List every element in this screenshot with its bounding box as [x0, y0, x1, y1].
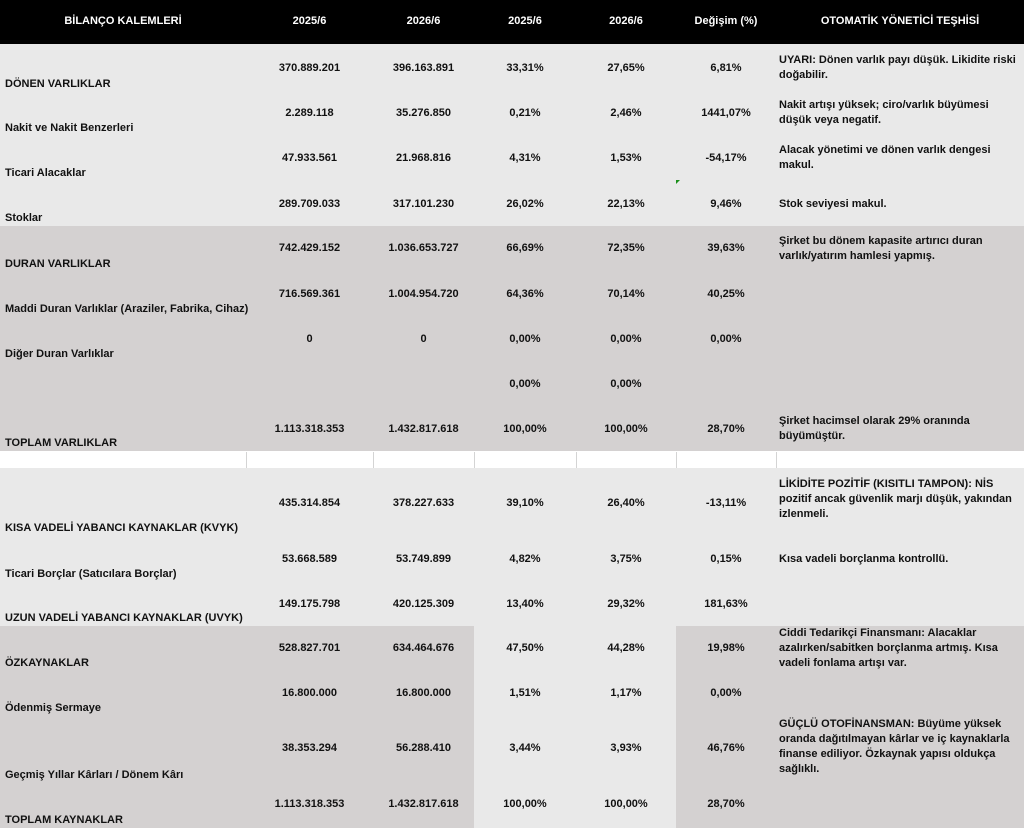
change-pct: 28,70% [707, 423, 745, 435]
value-2026: 378.227.633 [392, 497, 455, 509]
pct-2025: 1,51% [509, 687, 541, 699]
change-pct: 40,25% [707, 288, 745, 300]
value-2025: 0 [306, 333, 313, 345]
pct-2025: 26,02% [506, 198, 544, 210]
pct-2026: 44,28% [607, 642, 645, 654]
change-pct: 19,98% [707, 642, 745, 654]
value-2025: 289.709.033 [278, 198, 341, 210]
value-2026: 1.004.954.720 [388, 288, 459, 300]
value-2026: 420.125.309 [392, 598, 455, 610]
diagnosis-note: Kısa vadeli borçlanma kontrollü. [779, 553, 949, 565]
diagnosis-note: Stok seviyesi makul. [779, 198, 887, 210]
pct-2025: 33,31% [506, 62, 544, 74]
row-label: TOPLAM VARLIKLAR [5, 437, 118, 449]
row-label: Diğer Duran Varlıklar [5, 348, 114, 360]
diagnosis-note: GÜÇLÜ OTOFİNANSMAN: Büyüme yüksek oranda dağıtılmayan kârlar ve iç kaynaklarla finanse ediliyor. Özkaynak yapısı oldukça sağlıklı. [779, 718, 1010, 775]
value-2026: 1.432.817.618 [388, 423, 459, 435]
pct-2025: 4,31% [509, 152, 541, 164]
change-pct: 0,15% [710, 553, 742, 565]
pct-2026: 1,53% [610, 152, 642, 164]
value-2026: 56.288.410 [395, 742, 452, 754]
pct-2025: 100,00% [503, 798, 547, 810]
pct-2025: 47,50% [506, 642, 544, 654]
pct-2025: 3,44% [509, 742, 541, 754]
pct-2026: 70,14% [607, 288, 645, 300]
value-2025: 716.569.361 [278, 288, 341, 300]
pct-2025: 0,00% [509, 378, 541, 390]
value-2025: 1.113.318.353 [274, 798, 345, 810]
row-label: Ticari Borçlar (Satıcılara Borçlar) [5, 568, 177, 580]
row-label: Maddi Duran Varlıklar (Araziler, Fabrika, Cihaz) [5, 303, 249, 315]
row-label: Nakit ve Nakit Benzerleri [5, 122, 134, 134]
diagnosis-note: Şirket hacimsel olarak 29% oranında büyümüştür. [779, 415, 970, 442]
header-2026-pct: 2026/6 [609, 15, 643, 27]
row-label: ÖZKAYNAKLAR [5, 657, 89, 669]
value-2025: 435.314.854 [278, 497, 341, 509]
header-2026: 2026/6 [406, 15, 441, 27]
value-2025: 1.113.318.353 [274, 423, 345, 435]
pct-2026: 3,93% [610, 742, 642, 754]
pct-2026: 29,32% [607, 598, 645, 610]
value-2025: 16.800.000 [281, 687, 338, 699]
value-2026: 396.163.891 [392, 62, 455, 74]
header-item: BİLANÇO KALEMLERİ [64, 15, 182, 27]
pct-2026: 72,35% [607, 242, 645, 254]
value-2026: 634.464.676 [392, 642, 455, 654]
pct-2025: 13,40% [506, 598, 544, 610]
header-2025-pct: 2025/6 [508, 15, 542, 27]
change-pct: -13,11% [705, 497, 747, 509]
pct-2025: 64,36% [506, 288, 544, 300]
pct-2026: 26,40% [607, 497, 645, 509]
value-2025: 528.827.701 [278, 642, 341, 654]
table-header [0, 0, 1024, 44]
value-2026: 0 [420, 333, 427, 345]
value-2026: 317.101.230 [392, 198, 455, 210]
value-2025: 2.289.118 [285, 107, 334, 119]
pct-2026: 100,00% [604, 423, 648, 435]
change-pct: 181,63% [704, 598, 748, 610]
pct-2026: 3,75% [610, 553, 642, 565]
pct-2026: 22,13% [607, 198, 645, 210]
pct-2025: 0,21% [509, 107, 541, 119]
row-label: Ödenmiş Sermaye [5, 702, 101, 714]
pct-2026: 0,00% [610, 333, 642, 345]
header-diagnosis: OTOMATİK YÖNETİCİ TEŞHİSİ [820, 15, 980, 27]
row-label: UZUN VADELİ YABANCI KAYNAKLAR (UVYK) [5, 612, 243, 624]
diagnosis-note: Nakit artışı yüksek; ciro/varlık büyümesi düşük veya negatif. [779, 99, 989, 126]
row-label: Geçmiş Yıllar Kârları / Dönem Kârı [5, 769, 184, 781]
value-2026: 1.036.653.727 [388, 242, 459, 254]
value-2025: 38.353.294 [281, 742, 338, 754]
diagnosis-note: Şirket bu dönem kapasite artırıcı duran varlık/yatırım hamlesi yapmış. [779, 235, 983, 262]
pct-2026: 2,46% [610, 107, 642, 119]
header-2025: 2025/6 [292, 15, 327, 27]
row-label: Stoklar [5, 212, 43, 224]
change-pct: 9,46% [710, 198, 742, 210]
diagnosis-note: Alacak yönetimi ve dönen varlık dengesi makul. [779, 144, 991, 171]
pct-2026: 1,17% [610, 687, 642, 699]
change-pct: 39,63% [707, 242, 745, 254]
diagnosis-note: UYARI: Dönen varlık payı düşük. Likidite riski doğabilir. [779, 54, 1016, 81]
change-pct: 0,00% [710, 333, 742, 345]
change-pct: 46,76% [707, 742, 745, 754]
row-label: DÖNEN VARLIKLAR [5, 78, 111, 90]
change-pct: 6,81% [710, 62, 742, 74]
pct-2025: 4,82% [509, 553, 541, 565]
row-label: TOPLAM KAYNAKLAR [5, 814, 123, 826]
value-2025: 53.668.589 [281, 553, 338, 565]
value-2025: 47.933.561 [281, 152, 338, 164]
change-pct: 0,00% [710, 687, 742, 699]
value-2026: 21.968.816 [395, 152, 452, 164]
diagnosis-note: LİKİDİTE POZİTİF (KISITLI TAMPON): NİS pozitif ancak güvenlik marjı düşük, yakından izlenmeli. [779, 478, 1012, 520]
pct-2025: 66,69% [506, 242, 544, 254]
pct-2025: 0,00% [509, 333, 541, 345]
value-2026: 16.800.000 [395, 687, 452, 699]
pct-2025: 100,00% [503, 423, 547, 435]
value-2026: 35.276.850 [395, 107, 452, 119]
header-change: Değişim (%) [694, 15, 758, 27]
value-2026: 53.749.899 [395, 553, 452, 565]
value-2025: 149.175.798 [278, 598, 341, 610]
pct-2026: 100,00% [604, 798, 648, 810]
spacer-band [0, 452, 1024, 468]
diagnosis-note: Ciddi Tedarikçi Finansmanı: Alacaklar azalırken/sabitken borçlanma artmış. Kısa vadeli fonlama artışı var. [779, 627, 998, 669]
value-2025: 370.889.201 [278, 62, 341, 74]
pct-2026: 27,65% [607, 62, 645, 74]
change-pct: 1441,07% [701, 107, 751, 119]
change-pct: -54,17% [705, 152, 747, 164]
row-label: DURAN VARLIKLAR [5, 258, 111, 270]
row-label: KISA VADELİ YABANCI KAYNAKLAR (KVYK) [5, 522, 239, 534]
change-pct: 28,70% [707, 798, 745, 810]
value-2025: 742.429.152 [278, 242, 341, 254]
pct-2026: 0,00% [610, 378, 642, 390]
row-label: Ticari Alacaklar [5, 167, 86, 179]
value-2026: 1.432.817.618 [388, 798, 459, 810]
pct-2025: 39,10% [506, 497, 544, 509]
cell-comment-marker [676, 180, 680, 184]
